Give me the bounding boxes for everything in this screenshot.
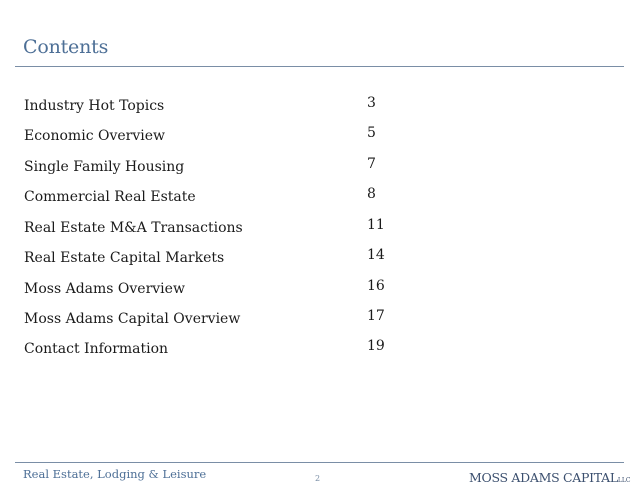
toc-item-page: 19: [367, 338, 385, 354]
toc-item-economic-overview[interactable]: [0, 125, 640, 148]
toc-item-label: Industry Hot Topics: [24, 98, 165, 114]
toc-item-moss-adams-capital-overview[interactable]: [0, 308, 640, 331]
toc-item-single-family-housing[interactable]: [0, 156, 640, 179]
logo-main-text: MOSS ADAMS CAPITAL: [469, 470, 618, 485]
toc-item-label: Real Estate M&A Transactions: [24, 220, 243, 236]
footer-section-name: Real Estate, Lodging & Leisure: [23, 467, 207, 481]
toc-item-page: 8: [367, 186, 376, 202]
toc-item-real-estate-ma-transactions[interactable]: [0, 217, 640, 240]
toc-item-commercial-real-estate[interactable]: [0, 186, 640, 209]
toc-item-label: Moss Adams Capital Overview: [24, 311, 241, 327]
page-title: Contents: [23, 36, 109, 58]
toc-item-label: Economic Overview: [24, 128, 165, 144]
toc-item-label: Commercial Real Estate: [24, 189, 196, 205]
toc-item-page: 14: [367, 247, 385, 263]
toc-item-contact-information[interactable]: [0, 338, 640, 361]
toc-item-page: 16: [367, 278, 385, 294]
company-logo: [469, 470, 630, 485]
toc-item-label: Moss Adams Overview: [24, 281, 185, 297]
toc-item-label: Contact Information: [24, 341, 169, 357]
logo-suffix-text: LLC: [617, 477, 631, 484]
toc-item-page: 7: [367, 156, 376, 172]
footer-divider: [15, 462, 624, 463]
toc-item-page: 11: [367, 217, 385, 233]
footer-page-number: 2: [315, 474, 321, 483]
toc-item-page: 5: [367, 125, 376, 141]
toc-item-industry-hot-topics[interactable]: [0, 95, 640, 118]
toc-item-moss-adams-overview[interactable]: [0, 278, 640, 301]
toc-item-real-estate-capital-markets[interactable]: [0, 247, 640, 270]
toc-item-label: Real Estate Capital Markets: [24, 250, 225, 266]
title-divider: [15, 66, 624, 67]
toc-item-page: 17: [367, 308, 385, 324]
toc-item-label: Single Family Housing: [24, 159, 185, 175]
toc-item-page: 3: [367, 95, 376, 111]
